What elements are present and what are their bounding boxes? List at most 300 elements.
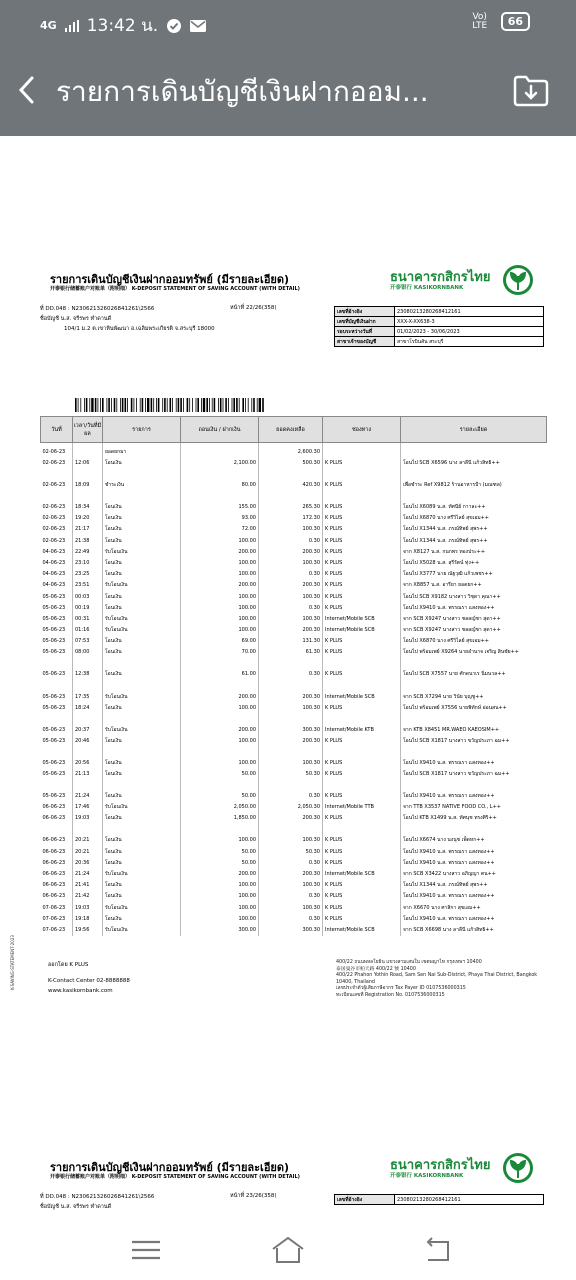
tx-date: 05-06-23 xyxy=(42,671,66,678)
chevron-left-icon xyxy=(14,70,42,110)
tx-type: รับโอนเงิน xyxy=(103,903,181,914)
menu-icon xyxy=(128,1234,164,1266)
doc-subtitle: 开泰银行储蓄账户对账单（附明细） K-DEPOSIT STATEMENT OF SAVING ACCOUNT (WITH DETAIL) xyxy=(50,286,300,292)
tx-date: 04-06-23 xyxy=(42,571,66,578)
tx-date: 05-06-23 xyxy=(42,793,66,800)
tx-channel: Internet/Mobile SCB xyxy=(323,925,401,936)
tx-time: 18:24 xyxy=(73,703,103,725)
tx-type: รับโอนเงิน xyxy=(103,614,181,625)
home-button[interactable] xyxy=(270,1234,306,1266)
col-balance: ยอดคงเหลือ xyxy=(259,417,323,443)
tx-balance: 0.30 xyxy=(259,536,323,547)
tx-balance: 2,600.30 xyxy=(259,443,323,459)
tx-amount: 100.00 xyxy=(181,758,259,769)
table-row xyxy=(41,569,547,580)
tx-balance: 61.30 xyxy=(259,647,323,669)
footer-address-th: 400/22 ถนนพหลโยธิน แขวงสามเสนใน เขตพญาไท กรุงเทพฯ 10400 xyxy=(336,960,482,965)
tx-balance: 0.30 xyxy=(259,891,323,902)
back-nav-button[interactable] xyxy=(420,1234,456,1266)
tx-type: โอนเงิน xyxy=(103,569,181,580)
tx-balance: 131.30 xyxy=(259,636,323,647)
table-row xyxy=(41,725,547,736)
tx-channel: K PLUS xyxy=(323,703,401,725)
tx-detail: โอนไป X5028 น.ส. สุรีรัตน์ ทุ่ง++ xyxy=(401,558,547,569)
tx-type: โอนเงิน xyxy=(103,703,181,725)
barcode-bar xyxy=(116,398,117,412)
barcode-bar xyxy=(75,398,77,412)
tx-channel: Internet/Mobile TTB xyxy=(323,802,401,813)
tx-detail: จาก X6670 นาง ศาสิกา สุขเอม++ xyxy=(401,903,547,914)
footer-right xyxy=(336,960,540,1000)
tx-balance: 265.30 xyxy=(259,502,323,513)
tx-detail: โอนไป X9410 น.ส. พรรณรา แสงทอง++ xyxy=(401,791,547,802)
barcode-bar xyxy=(111,398,112,412)
tx-detail: โอนไป X6870 นาง ศรีวิไลย์ สุขเอม++ xyxy=(401,513,547,524)
tx-channel: K PLUS xyxy=(323,592,401,603)
tx-balance: 0.30 xyxy=(259,914,323,925)
tx-detail: จาก X8127 น.ส. กนกพร ทองประ++ xyxy=(401,547,547,558)
tx-time: 23:51 xyxy=(73,580,103,591)
table-row xyxy=(41,636,547,647)
tx-time: 19:03 xyxy=(73,903,103,914)
tx-channel: K PLUS xyxy=(323,524,401,535)
ref-number: ที่ DD.048 : N230621326026841261\2566 xyxy=(40,306,155,312)
tx-balance: 200.30 xyxy=(259,736,323,758)
app-bar xyxy=(0,46,576,136)
tx-time: 07:53 xyxy=(73,636,103,647)
tx-time: 21:38 xyxy=(73,536,103,547)
tx-date: 04-06-23 xyxy=(42,560,66,567)
tx-channel: K PLUS xyxy=(323,758,401,769)
footer-contact: K-Contact Center 02-8888888 xyxy=(48,978,130,984)
barcode-bar xyxy=(164,398,166,412)
account-name: ชื่อบัญชี น.ส. จรีรพร ทำดานดี xyxy=(40,316,112,322)
tx-detail: โอนไป SCB X6596 นาง ลาลีนี แก้วสิทธิ++ xyxy=(401,458,547,480)
barcode-bar xyxy=(136,398,137,412)
col-time: เวลา/วันที่มีผล xyxy=(73,417,103,443)
signal-bars-icon xyxy=(65,20,79,32)
barcode-bar xyxy=(78,398,79,412)
tx-amount: 200.00 xyxy=(181,691,259,702)
tx-time: 20:21 xyxy=(73,835,103,846)
table-row xyxy=(41,736,547,758)
tx-time: 20:37 xyxy=(73,725,103,736)
tx-amount: 200.00 xyxy=(181,547,259,558)
tx-time: 00:03 xyxy=(73,592,103,603)
tx-balance: 50.30 xyxy=(259,769,323,791)
acct-val: 01/02/2023 - 30/06/2023 xyxy=(395,327,544,337)
tx-channel: K PLUS xyxy=(323,858,401,869)
tx-channel: K PLUS xyxy=(323,914,401,925)
barcode-bar xyxy=(140,398,141,412)
tx-time: 20:36 xyxy=(73,858,103,869)
tx-detail: โอนไป X1344 น.ส. ภรณ์ทิพย์ สุพร++ xyxy=(401,880,547,891)
battery-icon: 66 xyxy=(501,12,530,31)
address: 104/1 ม.2 ต.เขาหินพัฒนา อ.เฉลิมพระเกียรติ จ.สระบุรี 18000 xyxy=(64,326,215,332)
acct-val: 230802132802684121​61 xyxy=(395,307,544,317)
tx-type: รับโอนเงิน xyxy=(103,925,181,936)
tx-date: 06-06-23 xyxy=(42,848,66,855)
tx-channel: K PLUS xyxy=(323,558,401,569)
barcode-bar xyxy=(196,398,197,412)
tx-amount: 2,050.00 xyxy=(181,802,259,813)
tx-type: โอนเงิน xyxy=(103,458,181,480)
acct-key: เลขที่อ้างอิง xyxy=(335,307,395,317)
tx-channel: K PLUS xyxy=(323,513,401,524)
table-row xyxy=(41,703,547,725)
footer-left xyxy=(48,960,130,996)
tx-date: 02-06-23 xyxy=(42,449,66,455)
tx-time: 12:38 xyxy=(73,669,103,691)
tx-channel: Internet/Mobile SCB xyxy=(323,869,401,880)
return-icon xyxy=(420,1234,456,1266)
tx-type: รับโอนเงิน xyxy=(103,625,181,636)
tx-channel: K PLUS xyxy=(323,569,401,580)
document-viewer[interactable] xyxy=(0,136,576,1220)
table-row xyxy=(41,802,547,813)
tx-amount: 200.00 xyxy=(181,725,259,736)
footer-address-cn: 泰国曼谷市帕天路 400/22 號 10400 xyxy=(336,966,416,972)
barcode-bar xyxy=(167,398,168,412)
barcode-bar xyxy=(206,398,208,412)
tx-amount: 200.00 xyxy=(181,869,259,880)
tx-amount: 200.00 xyxy=(181,580,259,591)
tx-channel: K PLUS xyxy=(323,458,401,480)
barcode-bar xyxy=(239,398,240,412)
table-row xyxy=(41,536,547,547)
tx-date: 05-06-23 xyxy=(42,649,66,656)
tx-type: โอนเงิน xyxy=(103,813,181,835)
acct-val: XXX-X-XX638-3 xyxy=(395,317,544,327)
tx-date: 02-06-23 xyxy=(42,515,66,522)
tx-amount: 100.00 xyxy=(181,835,259,846)
tx-balance: 0.30 xyxy=(259,569,323,580)
tx-channel: K PLUS xyxy=(323,636,401,647)
tx-amount xyxy=(181,443,259,459)
tx-time: 20:56 xyxy=(73,758,103,769)
tx-time: 00:19 xyxy=(73,603,103,614)
tx-amount: 155.00 xyxy=(181,502,259,513)
barcode-bar xyxy=(201,398,202,412)
tx-time xyxy=(73,443,103,459)
tx-balance: 200.30 xyxy=(259,547,323,558)
tx-date: 05-06-23 xyxy=(42,693,66,700)
barcode-bar xyxy=(89,398,90,412)
save-to-folder-button[interactable] xyxy=(512,74,550,108)
tx-type: โอนเงิน xyxy=(103,914,181,925)
barcode-bar xyxy=(176,398,177,412)
barcode-bar xyxy=(180,398,182,412)
barcode-bar xyxy=(192,398,193,412)
barcode-bar xyxy=(122,398,124,412)
tx-channel: Internet/Mobile SCB xyxy=(323,614,401,625)
tx-balance: 500.30 xyxy=(259,458,323,480)
tx-channel: Internet/Mobile KTB xyxy=(323,725,401,736)
tx-channel: K PLUS xyxy=(323,647,401,669)
tx-type: รับโอนเงิน xyxy=(103,547,181,558)
tx-channel: K PLUS xyxy=(323,847,401,858)
tx-time: 21:41 xyxy=(73,880,103,891)
tx-time: 17:35 xyxy=(73,691,103,702)
bank-name: ธนาคารกสิกรไทย xyxy=(390,270,491,285)
tx-amount: 50.00 xyxy=(181,847,259,858)
tx-detail: โอนไป X9410 น.ส. พรรณรา แสงทอง++ xyxy=(401,914,547,925)
back-button[interactable] xyxy=(14,70,42,110)
table-row xyxy=(41,625,547,636)
acct-key: รอบระหว่างวันที่ xyxy=(335,327,395,337)
tx-type: ยอดยกมา xyxy=(103,443,181,459)
tx-date: 02-06-23 xyxy=(42,482,66,488)
account-holder-info xyxy=(40,304,340,334)
barcode-bar xyxy=(189,398,190,412)
barcode-bar xyxy=(209,398,210,412)
tx-type: รับโอนเงิน xyxy=(103,691,181,702)
tx-date: 06-06-23 xyxy=(42,804,66,811)
tx-balance: 200.30 xyxy=(259,813,323,835)
ref-number: ที่ DD.048 : N230621326026841261\2566 xyxy=(40,1194,155,1200)
barcode-bar xyxy=(253,398,255,412)
tx-detail: โอนไป X1344 น.ส. ภรณ์ทิพย์ สุพร++ xyxy=(401,524,547,535)
table-row xyxy=(41,869,547,880)
table-row xyxy=(41,903,547,914)
tx-channel: K PLUS xyxy=(323,791,401,802)
tx-date: 04-06-23 xyxy=(42,582,66,589)
tx-channel: K PLUS xyxy=(323,669,401,691)
tx-channel: K PLUS xyxy=(323,536,401,547)
system-nav-bar xyxy=(0,1220,576,1280)
page-title: รายการเดินบัญชีเงินฝากออม... xyxy=(56,75,429,108)
tx-type: โอนเงิน xyxy=(103,847,181,858)
barcode-bar xyxy=(223,398,224,412)
account-info-table xyxy=(334,1194,544,1205)
barcode-bar xyxy=(233,398,235,412)
table-row xyxy=(41,858,547,869)
kbank-leaf-icon xyxy=(502,264,534,296)
col-date: วันที่ xyxy=(41,417,73,443)
tx-date: 06-06-23 xyxy=(42,893,66,900)
barcode-bar xyxy=(91,398,93,412)
tx-balance: 200.30 xyxy=(259,625,323,636)
tx-time: 08:00 xyxy=(73,647,103,669)
tx-detail: จาก X8857 น.ส. อารียา ยอดยก++ xyxy=(401,580,547,591)
transactions-table xyxy=(40,416,547,936)
tx-amount: 100.00 xyxy=(181,625,259,636)
tx-amount: 72.00 xyxy=(181,524,259,535)
barcode-bar xyxy=(142,398,144,412)
tx-channel: K PLUS xyxy=(323,736,401,758)
bank-sub: 开泰银行 KASIKORNBANK xyxy=(390,285,464,291)
mail-icon xyxy=(190,20,206,32)
footer-issuer: ออกโดย K PLUS xyxy=(48,962,89,968)
tx-type: โอนเงิน xyxy=(103,669,181,691)
table-row xyxy=(41,592,547,603)
tx-date: 05-06-23 xyxy=(42,759,66,766)
tx-amount: 2,100.00 xyxy=(181,458,259,480)
barcode-bar xyxy=(225,398,227,412)
tx-balance: 100.30 xyxy=(259,558,323,569)
barcode-bar xyxy=(156,398,157,412)
tx-detail: จาก KTB X8451 MR.WAEO KAEOSIM++ xyxy=(401,725,547,736)
tx-type: โอนเงิน xyxy=(103,758,181,769)
tx-balance: 100.30 xyxy=(259,703,323,725)
barcode-bar xyxy=(183,398,184,412)
table-row xyxy=(41,914,547,925)
tx-date: 05-06-23 xyxy=(42,771,66,777)
home-icon xyxy=(270,1234,306,1266)
tx-detail: จาก SCB X6698 นาง ลาลีนี แก้วสิทธิ++ xyxy=(401,925,547,936)
signal-icon: 4G xyxy=(40,19,57,32)
table-row xyxy=(41,547,547,558)
table-row xyxy=(41,835,547,846)
tx-channel: K PLUS xyxy=(323,835,401,846)
col-channel: ช่องทาง xyxy=(323,417,401,443)
tx-type: โอนเงิน xyxy=(103,536,181,547)
tx-channel: K PLUS xyxy=(323,813,401,835)
status-bar xyxy=(0,0,576,46)
barcode-bar xyxy=(218,398,219,412)
barcode-bar xyxy=(134,398,135,412)
table-row xyxy=(41,524,547,535)
tx-type: โอนเงิน xyxy=(103,502,181,513)
tx-type: โอนเงิน xyxy=(103,736,181,758)
tx-balance: 0.30 xyxy=(259,603,323,614)
transactions-body xyxy=(41,443,547,937)
tx-detail: โอนไป X9410 น.ส. พรรณรา แสงทอง++ xyxy=(401,858,547,869)
tx-date: 05-06-23 xyxy=(42,638,66,645)
tx-balance: 300.30 xyxy=(259,725,323,736)
tx-detail: โอนไป X9410 น.ส. พรรณรา แสงทอง++ xyxy=(401,758,547,769)
tx-channel: K PLUS xyxy=(323,891,401,902)
barcode-bar xyxy=(107,398,108,412)
tx-balance: 200.30 xyxy=(259,691,323,702)
tx-balance: 420.30 xyxy=(259,480,323,502)
tx-time: 19:20 xyxy=(73,513,103,524)
tx-time: 18:09 xyxy=(73,480,103,502)
tx-type: รับโอนเงิน xyxy=(103,580,181,591)
tx-amount: 100.00 xyxy=(181,603,259,614)
barcode-bar xyxy=(151,398,153,412)
tx-detail: โอนไป X9410 น.ส. พรรณรา แสงทอง++ xyxy=(401,891,547,902)
tx-type: โอนเงิน xyxy=(103,891,181,902)
tx-type: โอนเงิน xyxy=(103,592,181,603)
barcode-bar xyxy=(153,398,154,412)
tx-date: 07-06-23 xyxy=(42,926,66,933)
tx-amount: 93.00 xyxy=(181,513,259,524)
tx-amount: 100.00 xyxy=(181,536,259,547)
tx-amount: 50.00 xyxy=(181,769,259,791)
tx-detail: จาก TTB X3537 NATIVE FOOD CO., L++ xyxy=(401,802,547,813)
tx-amount: 50.00 xyxy=(181,791,259,802)
tx-date: 04-06-23 xyxy=(42,548,66,555)
tx-amount: 100.00 xyxy=(181,914,259,925)
bank-name: ธนาคารกสิกรไทย xyxy=(390,1158,491,1173)
barcode-bar xyxy=(147,398,149,412)
barcode-bar xyxy=(251,398,252,412)
tx-date: 06-06-23 xyxy=(42,882,66,889)
barcode-bar xyxy=(170,398,172,412)
tx-channel: K PLUS xyxy=(323,547,401,558)
volte-icon: Vo) LTE xyxy=(472,11,488,31)
tx-date: 06-06-23 xyxy=(42,837,66,844)
tx-time: 23:10 xyxy=(73,558,103,569)
barcode-bar xyxy=(158,398,160,412)
tx-balance: 172.30 xyxy=(259,513,323,524)
account-name: ชื่อบัญชี น.ส. จรีรพร ทำดานดี xyxy=(40,1204,112,1210)
barcode-bar xyxy=(80,398,81,412)
barcode-bar xyxy=(232,398,233,412)
table-row xyxy=(41,769,547,791)
table-row xyxy=(41,614,547,625)
tx-balance: 0.30 xyxy=(259,669,323,691)
tx-amount: 70.00 xyxy=(181,647,259,669)
footer-registration: ทะเบียนเลขที่ Registration No. 0107536000315 xyxy=(336,992,445,998)
tx-date: 02-06-23 xyxy=(42,526,66,533)
table-row xyxy=(41,480,547,502)
tx-type: โอนเงิน xyxy=(103,513,181,524)
tx-detail: จาก SCB X7294 นาย วินัย บุญชู++ xyxy=(401,691,547,702)
tx-date: 05-06-23 xyxy=(42,593,66,600)
tx-detail: โอนไป SCB X7557 นาย ศักดนาเร นิ่มนวล++ xyxy=(401,669,547,691)
tx-time: 01:16 xyxy=(73,625,103,636)
tx-balance: 2,050.30 xyxy=(259,802,323,813)
recent-apps-button[interactable] xyxy=(128,1234,164,1266)
barcode xyxy=(75,398,265,412)
tx-detail: โอนไป X1344 น.ส. ภรณ์ทิพย์ สุพร++ xyxy=(401,536,547,547)
table-row xyxy=(41,513,547,524)
tx-balance: 50.30 xyxy=(259,847,323,858)
barcode-bar xyxy=(259,398,261,412)
statement-page xyxy=(10,270,540,1130)
tx-balance: 200.30 xyxy=(259,869,323,880)
tx-time: 00:31 xyxy=(73,614,103,625)
tx-date: 02-06-23 xyxy=(42,460,66,466)
tx-channel: K PLUS xyxy=(323,769,401,791)
acct-key: เลขที่บัญชีเงินฝาก xyxy=(335,317,395,327)
tx-time: 21:24 xyxy=(73,869,103,880)
doc-title: รายการเดินบัญชีเงินฝากออมทรัพย์ (มีรายละเอียด) xyxy=(50,273,290,286)
tx-type: โอนเงิน xyxy=(103,791,181,802)
tx-date: 05-06-23 xyxy=(42,726,66,733)
tx-balance: 0.30 xyxy=(259,858,323,869)
tx-detail: โอนไป X9410 น.ส. พรรณรา แสงทอง++ xyxy=(401,603,547,614)
tx-type: โอนเงิน xyxy=(103,858,181,869)
tx-time: 21:13 xyxy=(73,769,103,791)
barcode-bar xyxy=(197,398,199,412)
tx-detail: โอนไป X6870 นาง ศรีวิไลย์ สุขเอม++ xyxy=(401,636,547,647)
tx-balance: 100.30 xyxy=(259,524,323,535)
barcode-bar xyxy=(95,398,97,412)
tx-detail xyxy=(401,443,547,459)
tx-time: 22:49 xyxy=(73,547,103,558)
tx-detail: เพื่อชำระ Ref X9812 ร้านอาหารป้า (มณฑล) xyxy=(401,480,547,502)
tx-detail: จาก SCB X9247 นางสาว ชลลญ์ชา สุดา++ xyxy=(401,614,547,625)
tx-type: โอนเงิน xyxy=(103,647,181,669)
tx-detail: โอนไป SCB X1817 นางสาว ขวัญประภา ฉม++ xyxy=(401,736,547,758)
table-row xyxy=(41,925,547,936)
barcode-bar xyxy=(120,398,121,412)
footer-tax-id: เลขประจำตัวผู้เสียภาษีอากร Tax Payer ID 0107536000315 xyxy=(336,986,466,992)
barcode-bar xyxy=(127,398,128,412)
tx-balance: 100.30 xyxy=(259,835,323,846)
acct-val: 230802132802684121​61 xyxy=(395,1195,544,1205)
tx-date: 02-06-23 xyxy=(42,504,66,511)
tx-channel: K PLUS xyxy=(323,580,401,591)
barcode-bar xyxy=(248,398,249,412)
side-note: K-SAVING-STATEMENT-2023 xyxy=(10,935,15,990)
tx-date: 05-06-23 xyxy=(42,627,66,634)
tx-balance: 100.30 xyxy=(259,880,323,891)
barcode-bar xyxy=(131,398,133,412)
